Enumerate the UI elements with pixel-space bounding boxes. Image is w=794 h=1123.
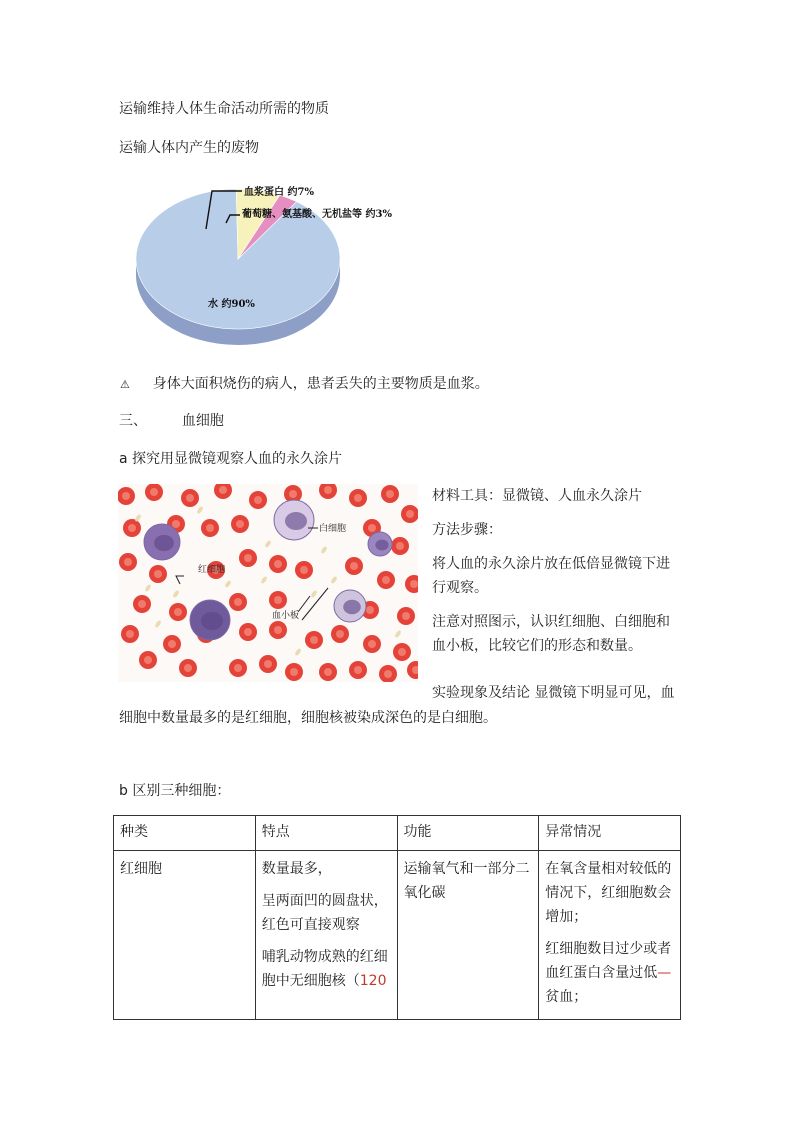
table-header-row [114,816,681,851]
cell-feature [255,851,397,1020]
red-blood-cell-center [126,630,134,638]
micro-label-rbc: 红细胞 [198,565,226,575]
red-blood-cell-center [350,562,358,570]
cell-abnormal [539,851,681,1020]
red-blood-cell-center [128,524,136,532]
red-blood-cell-center [206,524,214,532]
header-function: 功能 [397,816,539,851]
table-row [114,851,681,1020]
red-blood-cell-center [186,494,194,502]
red-blood-cell-center [310,636,318,644]
red-blood-cell-center [234,664,242,672]
red-blood-cell-center [300,566,308,574]
note-text: 身体大面积烧伤的病人，患者丢失的主要物质是血浆。 [152,376,489,392]
section-3-title: 血细胞 [181,413,224,429]
conclusion-line-2: 细胞中数量最多的是红细胞，细胞核被染成深色的是白细胞。 [119,710,497,726]
red-blood-cell-center [324,668,332,676]
warning-icon: ⚠ [120,378,130,391]
red-blood-cell-center [398,648,406,656]
abnormal-2-tail: — [657,965,672,981]
red-blood-cell-center [184,664,192,672]
cell-function: 运输氧气和一部分二氧化碳 [397,851,539,1020]
red-blood-cell-center [336,630,344,638]
white-blood-cell-nucleus [201,612,223,630]
red-blood-cell-center [406,510,414,518]
red-blood-cell-center [174,608,182,616]
red-blood-cell-center [154,570,162,578]
red-blood-cell-center [236,520,244,528]
header-abnormal: 异常情况 [539,816,681,851]
red-blood-cell-center [274,560,282,568]
micro-label-wbc: 白细胞 [319,524,347,534]
note-warning [120,374,489,395]
section-a-title: a 探究用显微镜观察人血的永久涂片 [119,451,343,467]
white-blood-cell-nucleus [154,535,174,551]
red-blood-cell-center [150,488,158,496]
red-blood-cell-center [168,640,176,648]
red-blood-cell-center [144,656,152,664]
red-blood-cell-center [172,520,180,528]
red-blood-cell-center [138,600,146,608]
red-blood-cell-center [244,628,252,636]
text-transport-nutrients: 运输维持人体生命活动所需的物质 [119,101,329,117]
conclusion-line-1: 实验现象及结论 显微镜下明显可见，血 [432,685,675,701]
header-feature: 特点 [255,816,397,851]
white-blood-cell-nucleus [343,600,361,614]
cell-type: 红细胞 [114,851,256,1020]
red-blood-cell-center [354,666,362,674]
header-type: 种类 [114,816,256,851]
white-blood-cell-nucleus [375,540,388,551]
feature-1: 数量最多， [261,861,332,877]
red-blood-cell-center [234,598,242,606]
step-2: 注意对照图示，认识红细胞、白细胞和血小板，比较它们的形态和数量。 [432,614,670,654]
red-blood-cell-center [382,576,390,584]
section-3-heading [119,411,224,431]
red-blood-cell-center [366,606,374,614]
red-blood-cell-center [368,640,376,648]
pie-label-protein: 血浆蛋白 约7% [244,187,314,198]
abnormal-1: 在氧含量相对较低的情况下，红细胞数会增加； [545,861,672,925]
materials-text: 材料工具：显微镜、人血永久涂片 [432,488,642,504]
red-blood-cell-center [274,626,282,634]
section-b-title: b 区别三种细胞： [119,783,231,799]
red-blood-cell-center [384,670,392,678]
section-3-number: 三、 [119,413,147,429]
red-blood-cell-center [396,542,404,550]
red-blood-cell-center [219,486,227,494]
red-blood-cell-center [122,492,130,500]
red-blood-cell-center [124,558,132,566]
white-blood-cell-nucleus [285,512,307,530]
red-blood-cell-center [289,490,297,498]
blood-smear-image [118,484,418,682]
red-blood-cell-center [254,496,262,504]
red-blood-cell-center [402,612,410,620]
blood-cells-table [113,815,681,1020]
red-blood-cell-center [290,668,298,676]
step-1: 将人血的永久涂片放在低倍显微镜下进行观察。 [432,556,670,596]
experiment-text [432,484,682,666]
text-transport-waste: 运输人体内产生的废物 [119,140,259,156]
method-title: 方法步骤： [432,522,502,538]
pie-label-water: 水 约90% [208,299,255,310]
abnormal-2: 红细胞数目过少或者血红蛋白含量过低—贫血； [545,941,672,1005]
feature-3-tail: 120 [359,973,387,989]
red-blood-cell-center [324,486,332,494]
feature-2: 呈两面凹的圆盘状，红色可直接观察 [261,893,388,933]
red-blood-cell-center [274,596,282,604]
red-blood-cell-center [386,490,394,498]
red-blood-cell-center [244,554,252,562]
feature-3: 哺乳动物成熟的红细胞中无细胞核（120 [261,949,388,989]
micro-label-platelet: 血小板 [272,611,300,621]
pie-label-other: 葡萄糖、氨基酸、无机盐等 约3% [242,209,392,220]
red-blood-cell-center [410,580,418,588]
red-blood-cell-center [368,524,376,532]
plasma-composition-pie-chart [128,175,428,355]
red-blood-cell-center [354,494,362,502]
red-blood-cell-center [264,660,272,668]
